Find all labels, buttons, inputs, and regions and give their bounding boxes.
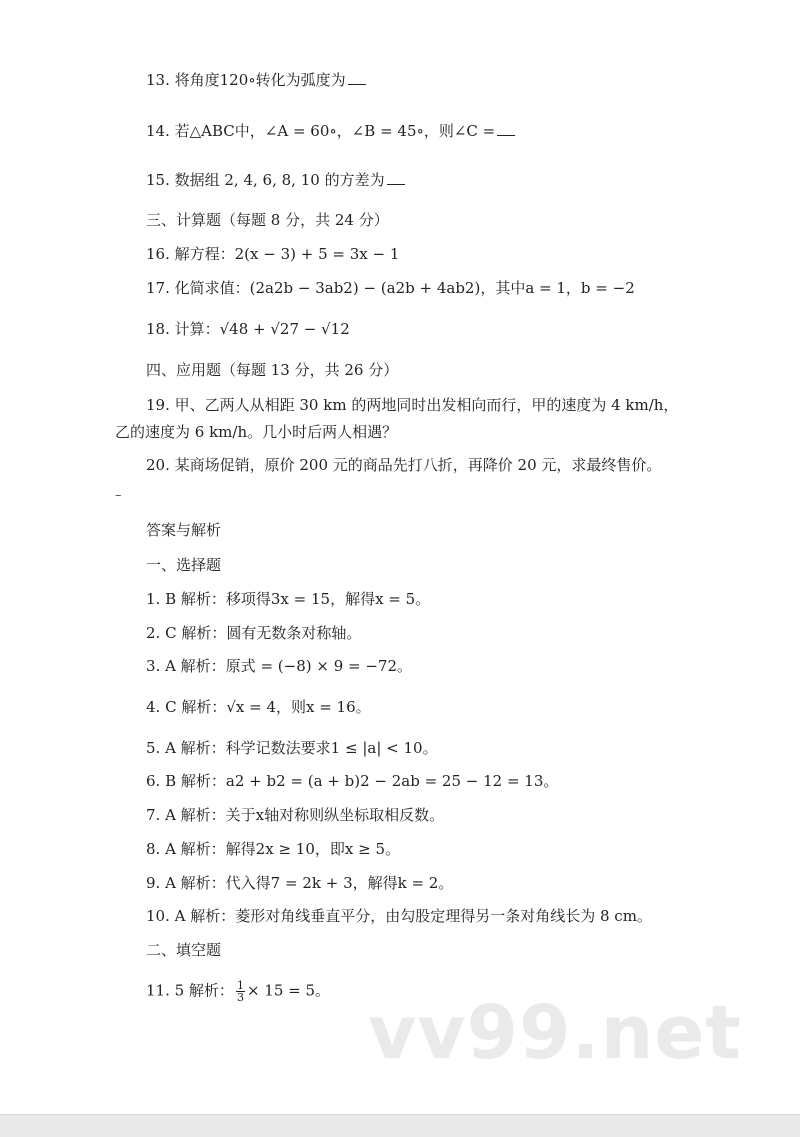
answer-6: 6. B 解析：a2 + b2 = (a + b)2 − 2ab = 25 − 12 = 13。 <box>146 772 559 790</box>
question-20: 20. 某商场促销，原价 200 元的商品先打八折，再降价 20 元，求最终售价。 <box>146 456 662 474</box>
answer-8: 8. A 解析：解得2x ≥ 10，即x ≥ 5。 <box>146 840 400 858</box>
answer-4: 4. C 解析：√x = 4，则x = 16。 <box>146 698 371 716</box>
question-18: 18. 计算：√48 + √27 − √12 <box>146 320 350 338</box>
answers-section-1: 一、选择题 <box>146 556 222 574</box>
answer-10: 10. A 解析：菱形对角线垂直平分，由勾股定理得另一条对角线长为 8 cm。 <box>146 907 652 925</box>
answer-2: 2. C 解析：圆有无数条对称轴。 <box>146 624 362 642</box>
answers-title: 答案与解析 <box>146 521 222 539</box>
fraction-numerator: 1 <box>236 979 244 992</box>
answer-blank <box>497 121 515 136</box>
question-15-text: 15. 数据组 2, 4, 6, 8, 10 的方差为 <box>146 171 385 189</box>
bottom-status-bar <box>0 1114 800 1137</box>
answer-11 <box>146 980 330 1003</box>
stray-mark: – <box>115 488 122 503</box>
question-19-line-2: 乙的速度为 6 km/h。几小时后两人相遇？ <box>115 423 398 441</box>
answer-1: 1. B 解析：移项得3x = 15，解得x = 5。 <box>146 590 431 608</box>
fraction-one-third <box>236 980 245 1003</box>
section-4-heading: 四、应用题（每题 13 分，共 26 分） <box>146 361 399 379</box>
question-17: 17. 化简求值：(2a2b − 3ab2) − (a2b + 4ab2)，其中a = 1，b = −2 <box>146 279 635 297</box>
answer-3: 3. A 解析：原式 = (−8) × 9 = −72。 <box>146 657 413 675</box>
section-3-heading: 三、计算题（每题 8 分，共 24 分） <box>146 211 389 229</box>
answer-11-suffix: × 15 = 5。 <box>246 981 331 1000</box>
watermark: vv99.net <box>368 990 742 1076</box>
answer-blank <box>387 170 405 185</box>
answers-section-2: 二、填空题 <box>146 941 222 959</box>
question-13 <box>146 70 366 90</box>
question-14 <box>146 121 515 141</box>
answer-blank <box>348 70 366 85</box>
answer-5: 5. A 解析：科学记数法要求1 ≤ |a| < 10。 <box>146 739 438 757</box>
fraction-denominator: 3 <box>236 991 244 1004</box>
question-13-text: 13. 将角度120∘转化为弧度为 <box>146 71 346 89</box>
question-19-line-1: 19. 甲、乙两人从相距 30 km 的两地同时出发相向而行，甲的速度为 4 km/h， <box>146 396 679 414</box>
answer-11-prefix: 11. 5 解析： <box>146 981 234 1000</box>
question-14-text: 14. 若△ABC中，∠A = 60∘，∠B = 45∘，则∠C = <box>146 122 496 140</box>
question-16: 16. 解方程：2(x − 3) + 5 = 3x − 1 <box>146 245 400 263</box>
answer-7: 7. A 解析：关于x轴对称则纵坐标取相反数。 <box>146 806 445 824</box>
question-15 <box>146 170 405 190</box>
answer-9: 9. A 解析：代入得7 = 2k + 3，解得k = 2。 <box>146 874 454 892</box>
